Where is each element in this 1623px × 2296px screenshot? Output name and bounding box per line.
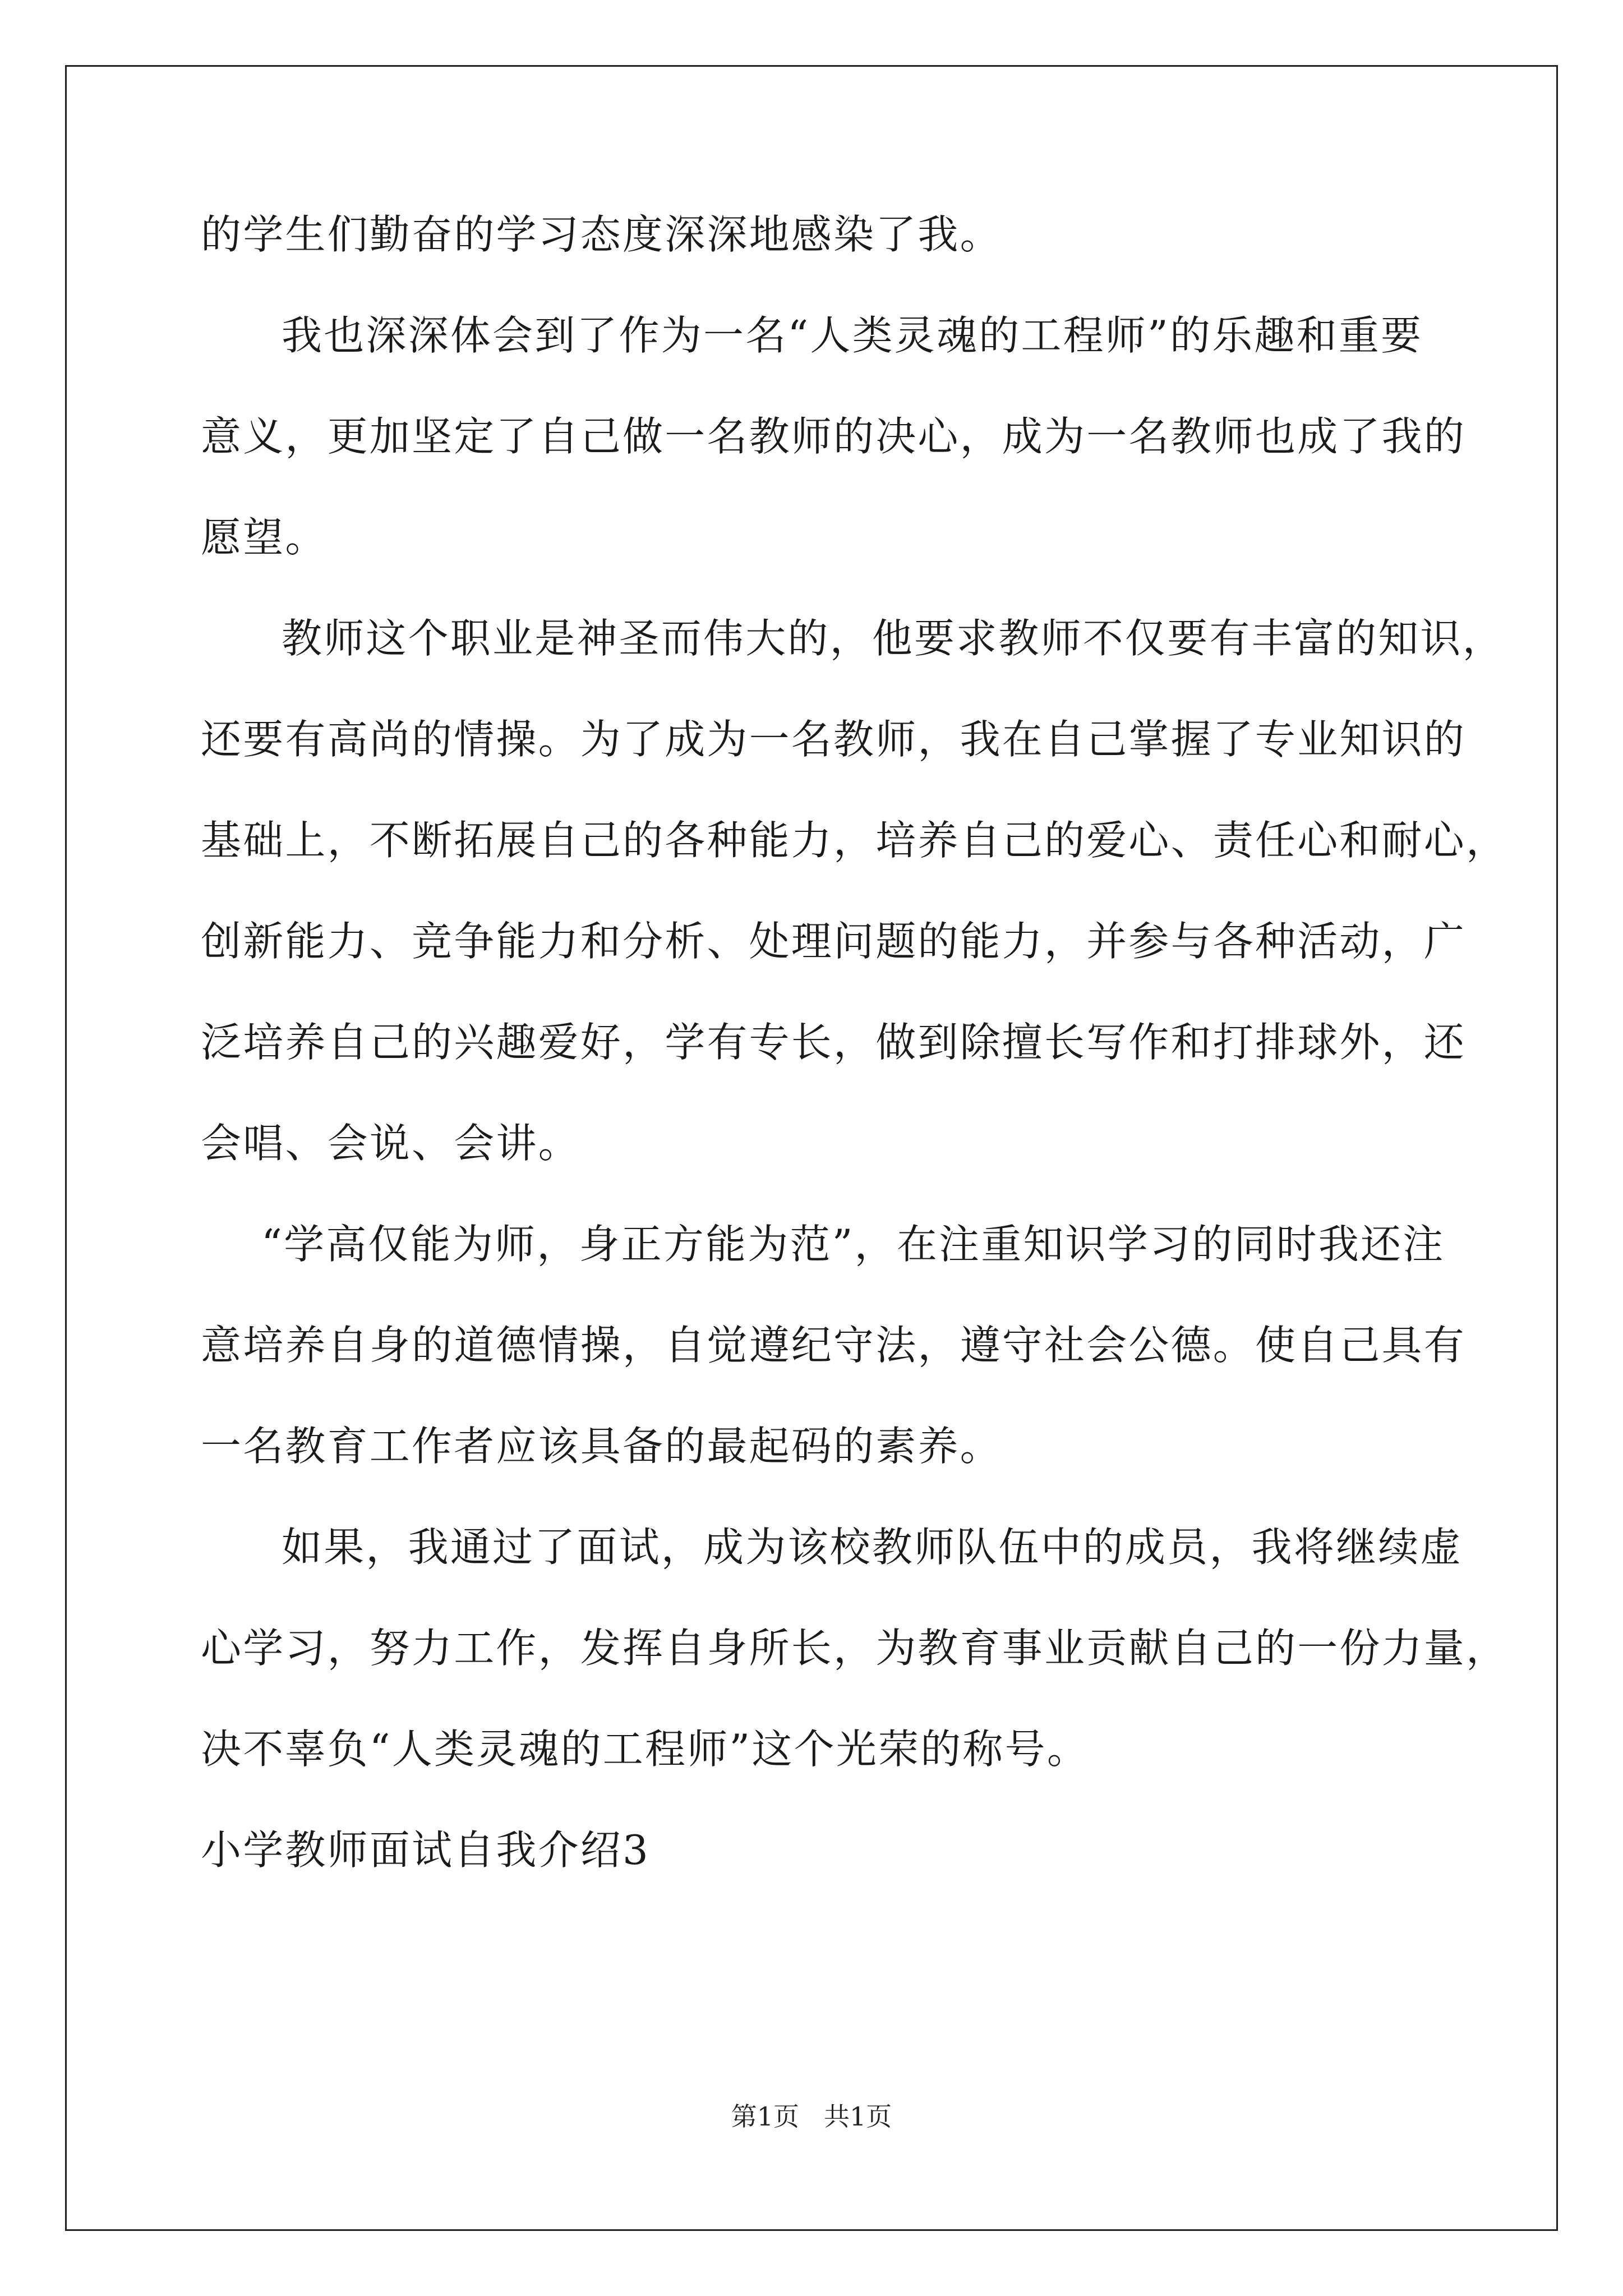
page-total: 共1页 (824, 2101, 892, 2132)
section-heading: 小学教师面试自我介绍3 (201, 1826, 651, 1874)
text-line: 意培养自身的道德情操，自觉遵纪守法，遵守社会公德。使自己具有 (201, 1322, 1467, 1369)
text-line: 基础上，不断拓展自己的各种能力，培养自己的爱心、责任心和耐心， (201, 817, 1509, 864)
text-line: 我也深深体会到了作为一名“人类灵魂的工程师”的乐趣和重要 (282, 312, 1423, 359)
text-line: 如果，我通过了面试，成为该校教师队伍中的成员，我将继续虚 (282, 1524, 1463, 1571)
text-line: 创新能力、竞争能力和分析、处理问题的能力，并参与各种活动，广 (201, 918, 1467, 965)
text-line: 泛培养自己的兴趣爱好，学有专长，做到除擅长写作和打排球外，还 (201, 1019, 1467, 1066)
text-line: 教师这个职业是神圣而伟大的，他要求教师不仅要有丰富的知识， (282, 615, 1505, 662)
text-line: 的学生们勤奋的学习态度深深地感染了我。 (201, 211, 1002, 258)
text-line: 决不辜负“人类灵魂的工程师”这个光荣的称号。 (201, 1726, 1090, 1773)
document-body (201, 208, 1509, 1924)
page-footer (0, 2101, 1623, 2132)
paragraph-2 (201, 309, 1467, 611)
paragraph-1 (201, 208, 1429, 309)
paragraph-5 (201, 1520, 1509, 1823)
paragraph-4 (201, 1217, 1467, 1520)
text-line: 还要有高尚的情操。为了成为一名教师，我在自己掌握了专业知识的 (201, 716, 1467, 763)
page-number: 第1页 (731, 2101, 799, 2132)
text-line: 心学习，努力工作，发挥自身所长，为教育事业贡献自己的一份力量， (201, 1625, 1509, 1672)
text-line: 意义，更加坚定了自己做一名教师的决心，成为一名教师也成了我的 (201, 413, 1467, 460)
text-line: 一名教育工作者应该具备的最起码的素养。 (201, 1423, 1002, 1470)
paragraph-3 (201, 611, 1509, 1217)
text-line: 愿望。 (201, 514, 328, 561)
text-line: 会唱、会说、会讲。 (201, 1120, 580, 1167)
text-line: “学高仅能为师，身正方能为范”，在注重知识学习的同时我还注 (261, 1221, 1445, 1268)
